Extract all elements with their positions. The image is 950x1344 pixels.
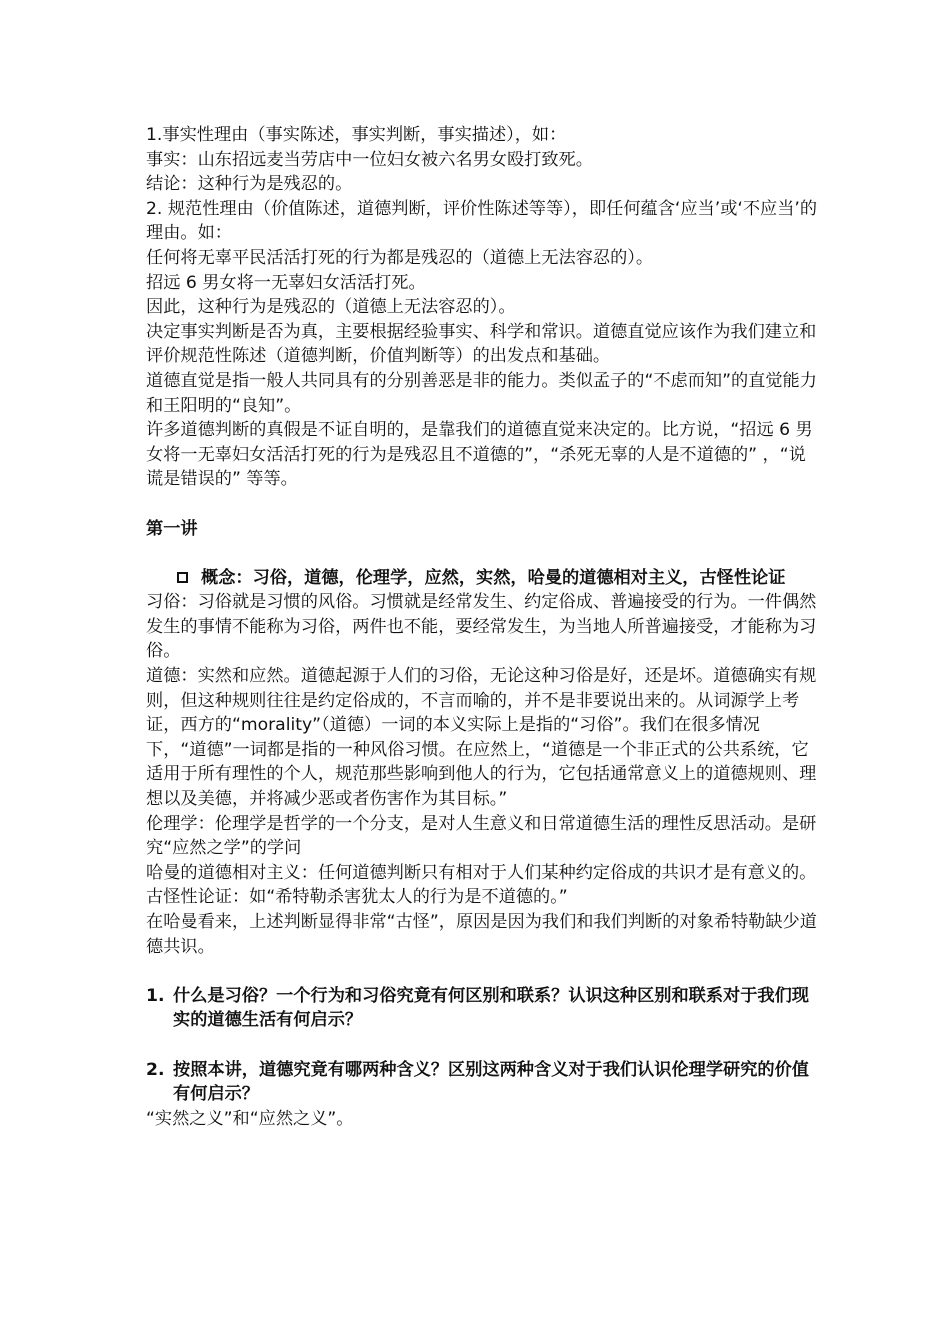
paragraph-harman-relativism: 哈曼的道德相对主义：任何道德判断只有相对于人们某种约定俗成的共识才是有意义的。 xyxy=(146,862,817,883)
concept-bullet xyxy=(146,566,818,591)
paragraph-moral-intuition: 道德直觉是指一般人共同具有的分别善恶是非的能力。类似孟子的“不虑而知”的直觉能力和王阳明的“良知”。 xyxy=(146,370,817,416)
question-2-number: 2. xyxy=(146,1059,165,1080)
concept-bullet-text: 概念：习俗，道德，伦理学，应然，实然，哈曼的道德相对主义，古怪性论证 xyxy=(201,567,786,588)
checkbox-bullet-icon xyxy=(177,572,188,583)
paragraph-queerness-argument: 古怪性论证：如“希特勒杀害犹太人的行为是不道德的。” xyxy=(146,887,568,908)
paragraph-fact: 事实：山东招远麦当劳店中一位妇女被六名男女殴打致死。 xyxy=(146,149,593,170)
intro-section xyxy=(146,123,818,492)
question-1-text: 什么是习俗？一个行为和习俗究竟有何区别和联系？认识这种区别和联系对于我们现实的道德生活有何启示？ xyxy=(173,985,809,1031)
paragraph-therefore: 因此，这种行为是残忍的（道德上无法容忍的）。 xyxy=(146,297,516,318)
paragraph-harman-view: 在哈曼看来，上述判断显得非常“古怪”，原因是因为我们和我们判断的对象希特勒缺少道德共识。 xyxy=(146,912,817,957)
lecture-title: 第一讲 xyxy=(146,518,198,539)
paragraph-normative-reason: 2. 规范性理由（价值陈述，道德判断，评价性陈述等等），即任何蕴含‘应当’或‘不应当’的理由。如： xyxy=(146,198,818,244)
question-2 xyxy=(146,1058,818,1107)
document-page xyxy=(146,123,818,1131)
paragraph-morality: 道德：实然和应然。道德起源于人们的习俗，无论这种习俗是好，还是坏。道德确实有规则，但这种规则往往是约定俗成的，不言而喻的，并不是非要说出来的。从词源学上考证，西方的“morality”（道德）一词的本义实际上是指的“习俗”。我们在很多情况下，“道德”一词都是指的一种风俗习惯。在应然上，“道德是一个非正式的公共系统，它适用于所有理性的个人，规范那些影响到他人的行为，它包括通常意义上的道德规则、理想以及美德，并将减少恶或者伤害作为其目标。” xyxy=(146,666,817,810)
concepts-section xyxy=(146,590,818,959)
paragraph-fact-judgment: 决定事实判断是否为真，主要根据经验事实、科学和常识。道德直觉应该作为我们建立和评价规范性陈述（道德判断，价值判断等）的出发点和基础。 xyxy=(146,321,817,367)
paragraph-self-evident: 许多道德判断的真假是不证自明的，是靠我们的道德直觉来决定的。比方说，“招远 6 男女将一无辜妇女活活打死的行为是残忍且不道德的”，“杀死无辜的人是不道德的” ，“说谎是错误的” 等等。 xyxy=(146,420,813,490)
answer-2: “实然之义”和“应然之义”。 xyxy=(146,1108,354,1129)
paragraph-conclusion: 结论：这种行为是残忍的。 xyxy=(146,174,353,195)
paragraph-ethics: 伦理学：伦理学是哲学的一个分支，是对人生意义和日常道德生活的理性反思活动。是研究“应然之学”的学问 xyxy=(146,813,817,859)
paragraph-major-premise: 任何将无辜平民活活打死的行为都是残忍的（道德上无法容忍的）。 xyxy=(146,247,654,268)
question-1-number: 1. xyxy=(146,985,165,1006)
paragraph-minor-premise: 招远 6 男女将一无辜妇女活活打死。 xyxy=(146,272,426,293)
question-1 xyxy=(146,984,818,1033)
paragraph-factual-reason: 1.事实性理由（事实陈述，事实判断，事实描述），如： xyxy=(146,125,567,145)
question-2-text: 按照本讲，道德究竟有哪两种含义？区别这两种含义对于我们认识伦理学研究的价值有何启示？ xyxy=(173,1059,809,1105)
paragraph-custom: 习俗：习俗就是习惯的风俗。习惯就是经常发生、约定俗成、普遍接受的行为。一件偶然发生的事情不能称为习俗，两件也不能，要经常发生，为当地人所普遍接受，才能称为习俗。 xyxy=(146,592,817,662)
